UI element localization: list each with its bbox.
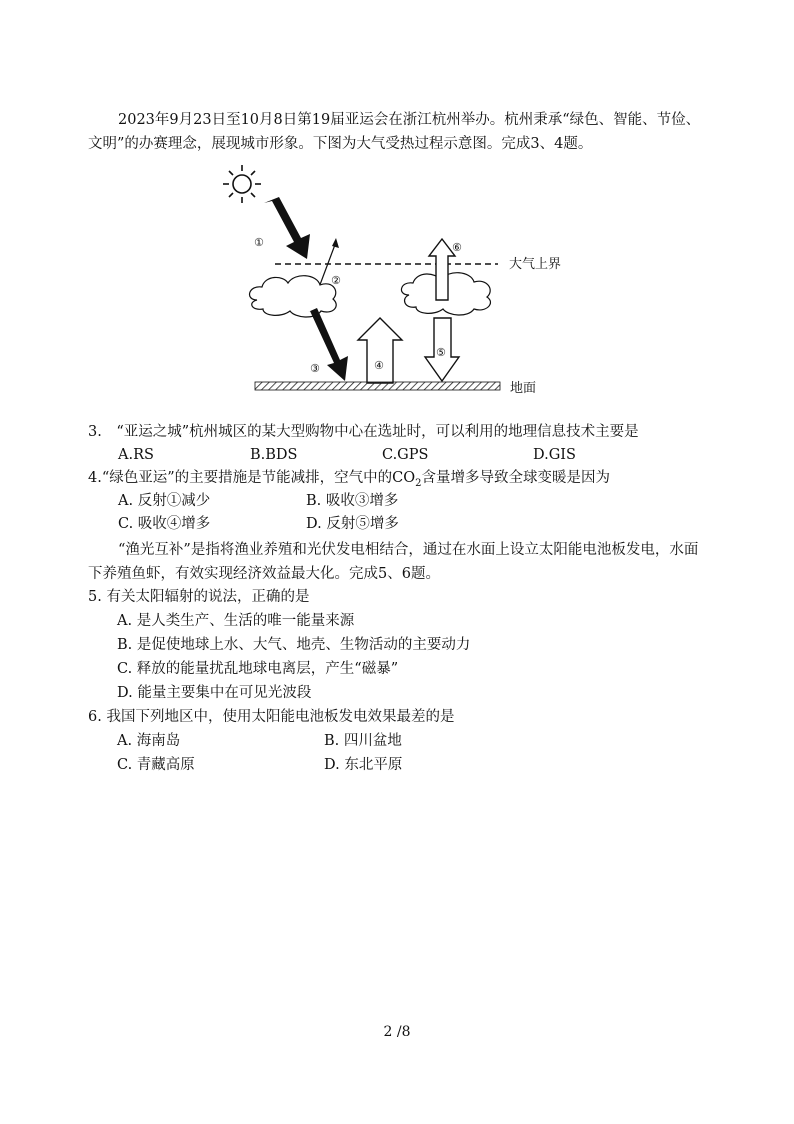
arrow-1-solar-radiation: [264, 197, 310, 259]
marker-5: [435, 345, 449, 359]
cloud-left: [250, 276, 337, 317]
svg-text:④: ④: [374, 359, 384, 372]
label-atmosphere-top: 大气上界: [509, 257, 562, 272]
question-5-stem: 5. 有关太阳辐射的说法，正确的是: [88, 589, 310, 605]
question-3-option-a[interactable]: A.RS: [118, 447, 154, 463]
ground-strip: [255, 382, 500, 390]
question-3-option-b[interactable]: B.BDS: [250, 447, 298, 463]
svg-text:①: ①: [254, 236, 264, 249]
question-5-option-b[interactable]: B. 是促使地球上水、大气、地壳、生物活动的主要动力: [117, 637, 471, 653]
question-5-option-d[interactable]: D. 能量主要集中在可见光波段: [117, 685, 312, 701]
marker-1: [253, 235, 267, 249]
svg-text:②: ②: [331, 274, 341, 287]
question-6-stem: 6. 我国下列地区中，使用太阳能电池板发电效果最差的是: [88, 709, 455, 725]
sun-icon: [223, 165, 261, 203]
intro-paragraph-fishery-solar: “渔光互补”是指将渔业养殖和光伏发电相结合，通过在水面上设立太阳能电池板发电，水面下养殖鱼虾，有效实现经济效益最大化。完成5、6题。: [88, 542, 699, 582]
svg-text:③: ③: [310, 362, 320, 375]
question-4-stem: 4.“绿色亚运”的主要措施是节能减排，空气中的$CO_2$含量增多导致全球变暖是因为: [88, 470, 611, 489]
intro-paragraph-asian-games: 2023年9月23日至10月8日第19届亚运会在浙江杭州举办。杭州秉承“绿色、智能、节俭、文明”的办赛理念，展现城市形象。下图为大气受热过程示意图。完成3、4题。: [88, 112, 701, 152]
question-4-option-d[interactable]: D. 反射⑤增多: [306, 516, 399, 532]
question-4-option-b[interactable]: B. 吸收③增多: [306, 493, 399, 509]
marker-3: [309, 361, 323, 375]
atmosphere-heating-diagram: [215, 160, 575, 405]
question-3-option-d[interactable]: D.GIS: [533, 447, 576, 463]
question-5-option-c[interactable]: C. 释放的能量扰乱地球电离层，产生“磁暴”: [117, 661, 399, 677]
question-6-option-a[interactable]: A. 海南岛: [117, 733, 181, 749]
diagram-svg: [215, 160, 575, 405]
page-number: 2 /8: [383, 1024, 411, 1040]
marker-6: [451, 240, 465, 254]
question-6-option-c[interactable]: C. 青藏高原: [117, 757, 195, 773]
question-3-option-c[interactable]: C.GPS: [382, 447, 429, 463]
question-4-option-c[interactable]: C. 吸收④增多: [118, 516, 211, 532]
arrow-4-ground-emission: [358, 318, 402, 383]
svg-text:⑤: ⑤: [436, 346, 446, 359]
question-3-stem: 3. “亚运之城”杭州城区的某大型购物中心在选址时，可以利用的地理信息技术主要是: [88, 424, 639, 440]
svg-text:⑥: ⑥: [452, 241, 462, 254]
question-4-option-a[interactable]: A. 反射①减少: [118, 493, 211, 509]
question-6-option-d[interactable]: D. 东北平原: [324, 757, 403, 773]
question-5-option-a[interactable]: A. 是人类生产、生活的唯一能量来源: [117, 613, 355, 629]
question-6-option-b[interactable]: B. 四川盆地: [324, 733, 402, 749]
marker-4: [373, 358, 387, 372]
label-ground: 地面: [510, 381, 537, 396]
